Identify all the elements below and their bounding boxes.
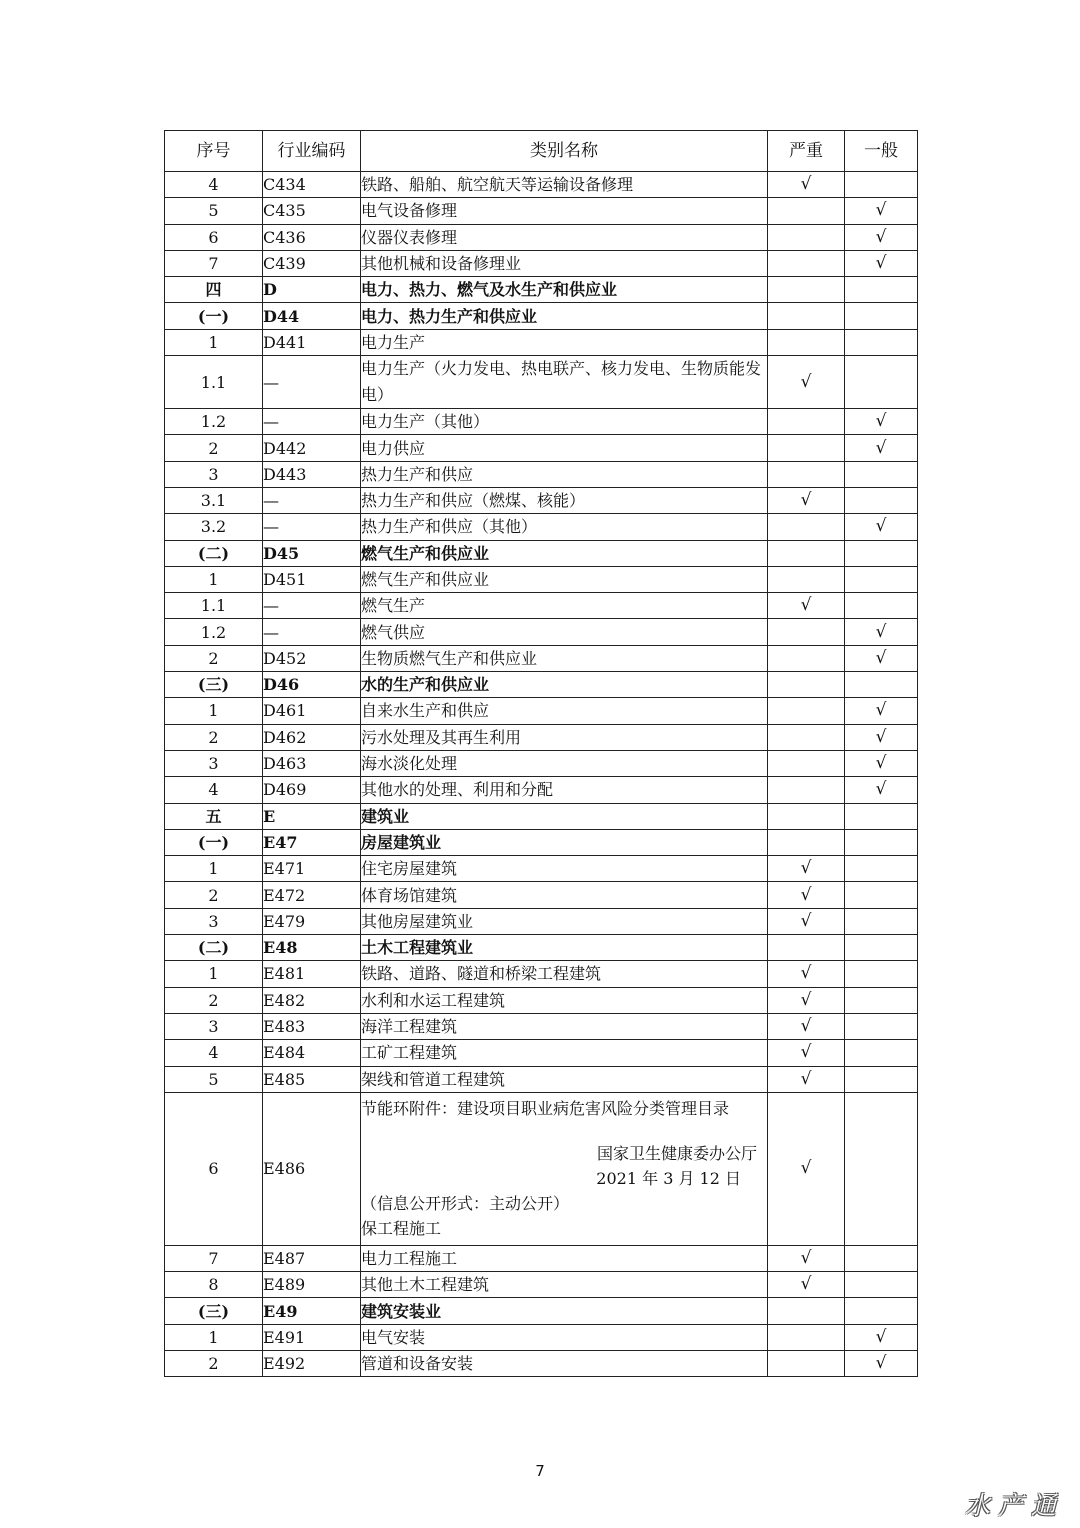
serious-check-mark: √: [768, 1272, 845, 1298]
row-name: 其他水的处理、利用和分配: [361, 777, 768, 803]
row-code: D469: [263, 777, 361, 803]
row-name-line: （信息公开形式：主动公开）: [361, 1194, 570, 1214]
row-seq: 5: [165, 1066, 263, 1092]
row-code: D441: [263, 329, 361, 355]
table-row: [165, 961, 918, 987]
row-code: D462: [263, 724, 361, 750]
serious-check-mark: [768, 435, 845, 461]
general-check-mark: [845, 935, 918, 961]
row-seq: 4: [165, 172, 263, 198]
row-name: 水的生产和供应业: [361, 672, 768, 698]
header-general: 一般: [845, 131, 918, 172]
table-row: [165, 856, 918, 882]
row-name: 热力生产和供应（燃煤、核能）: [361, 487, 768, 513]
table-row: [165, 1272, 918, 1298]
general-check-mark: [845, 803, 918, 829]
row-code: D452: [263, 645, 361, 671]
row-name: 电力供应: [361, 435, 768, 461]
row-seq: 3: [165, 1013, 263, 1039]
row-seq: 2: [165, 645, 263, 671]
row-name: 热力生产和供应: [361, 461, 768, 487]
row-name: 生物质燃气生产和供应业: [361, 645, 768, 671]
table-row: [165, 1092, 918, 1245]
row-code: E: [263, 803, 361, 829]
row-seq: 2: [165, 724, 263, 750]
row-seq: 五: [165, 803, 263, 829]
general-check-mark: √: [845, 198, 918, 224]
row-seq: (三): [165, 672, 263, 698]
general-check-mark: [845, 461, 918, 487]
serious-check-mark: [768, 1324, 845, 1350]
general-check-mark: [845, 329, 918, 355]
general-check-mark: √: [845, 224, 918, 250]
table-row: [165, 461, 918, 487]
row-name-line: 2021 年 3 月 12 日: [596, 1169, 741, 1189]
table-row: [165, 619, 918, 645]
general-check-mark: [845, 856, 918, 882]
general-check-mark: √: [845, 619, 918, 645]
general-check-mark: [845, 172, 918, 198]
table-row: [165, 487, 918, 513]
serious-check-mark: [768, 724, 845, 750]
row-code: —: [263, 619, 361, 645]
general-check-mark: [845, 829, 918, 855]
row-seq: (二): [165, 935, 263, 961]
row-seq: 1: [165, 698, 263, 724]
row-code: —: [263, 487, 361, 513]
row-seq: 4: [165, 777, 263, 803]
row-code: D: [263, 277, 361, 303]
general-check-mark: [845, 672, 918, 698]
table-row: [165, 829, 918, 855]
row-seq: 1.2: [165, 619, 263, 645]
serious-check-mark: [768, 645, 845, 671]
table-row: [165, 645, 918, 671]
serious-check-mark: [768, 1298, 845, 1324]
general-check-mark: √: [845, 1350, 918, 1376]
header-serious: 严重: [768, 131, 845, 172]
general-check-mark: √: [845, 645, 918, 671]
page-number: 7: [535, 1462, 545, 1480]
table-row: [165, 172, 918, 198]
row-seq: 1: [165, 856, 263, 882]
row-seq: 3.1: [165, 487, 263, 513]
row-code: —: [263, 514, 361, 540]
table-row: [165, 329, 918, 355]
serious-check-mark: √: [768, 593, 845, 619]
row-seq: 8: [165, 1272, 263, 1298]
table-row: [165, 777, 918, 803]
general-check-mark: [845, 882, 918, 908]
table-row: [165, 882, 918, 908]
table-row: [165, 1245, 918, 1271]
row-seq: (二): [165, 540, 263, 566]
row-name: 其他土木工程建筑: [361, 1272, 768, 1298]
row-seq: 1.1: [165, 356, 263, 409]
serious-check-mark: √: [768, 1013, 845, 1039]
row-code: E483: [263, 1013, 361, 1039]
table-row: [165, 908, 918, 934]
row-seq: 4: [165, 1040, 263, 1066]
serious-check-mark: [768, 329, 845, 355]
row-name: 体育场馆建筑: [361, 882, 768, 908]
row-name: 建筑安装业: [361, 1298, 768, 1324]
general-check-mark: [845, 593, 918, 619]
general-check-mark: [845, 987, 918, 1013]
row-seq: 7: [165, 250, 263, 276]
row-seq: 1: [165, 566, 263, 592]
row-name: 建筑业: [361, 803, 768, 829]
general-check-mark: [845, 540, 918, 566]
serious-check-mark: [768, 1350, 845, 1376]
row-seq: 7: [165, 1245, 263, 1271]
row-code: —: [263, 356, 361, 409]
table-row: [165, 935, 918, 961]
row-code: C436: [263, 224, 361, 250]
serious-check-mark: √: [768, 1040, 845, 1066]
table-row: [165, 303, 918, 329]
general-check-mark: [845, 277, 918, 303]
row-seq: 3: [165, 461, 263, 487]
general-check-mark: √: [845, 1324, 918, 1350]
general-check-mark: √: [845, 698, 918, 724]
row-code: E471: [263, 856, 361, 882]
row-name: 电力生产（火力发电、热电联产、核力发电、生物质能发电）: [361, 356, 768, 409]
row-name: 自来水生产和供应: [361, 698, 768, 724]
table-row: [165, 1013, 918, 1039]
serious-check-mark: √: [768, 961, 845, 987]
serious-check-mark: √: [768, 172, 845, 198]
row-seq: 6: [165, 224, 263, 250]
row-code: D46: [263, 672, 361, 698]
serious-check-mark: [768, 250, 845, 276]
table-row: [165, 277, 918, 303]
row-name: 燃气生产和供应业: [361, 566, 768, 592]
serious-check-mark: [768, 566, 845, 592]
row-code: D463: [263, 750, 361, 776]
row-name: 仪器仪表修理: [361, 224, 768, 250]
row-code: —: [263, 593, 361, 619]
row-code: D443: [263, 461, 361, 487]
row-code: D442: [263, 435, 361, 461]
serious-check-mark: [768, 803, 845, 829]
general-check-mark: √: [845, 435, 918, 461]
row-code: D45: [263, 540, 361, 566]
table-row: [165, 724, 918, 750]
serious-check-mark: [768, 829, 845, 855]
table-row: [165, 198, 918, 224]
table-row: [165, 750, 918, 776]
row-name-line: 保工程施工: [361, 1219, 442, 1239]
risk-catalog-table: [164, 130, 918, 1377]
serious-check-mark: [768, 750, 845, 776]
row-code: E49: [263, 1298, 361, 1324]
row-code: E486: [263, 1092, 361, 1245]
row-name: 电力、热力生产和供应业: [361, 303, 768, 329]
row-code: D461: [263, 698, 361, 724]
row-code: E491: [263, 1324, 361, 1350]
general-check-mark: √: [845, 724, 918, 750]
serious-check-mark: [768, 514, 845, 540]
row-name: [361, 1092, 768, 1245]
row-name: 燃气生产和供应业: [361, 540, 768, 566]
row-name: 管道和设备安装: [361, 1350, 768, 1376]
row-name: 工矿工程建筑: [361, 1040, 768, 1066]
serious-check-mark: √: [768, 987, 845, 1013]
table-row: [165, 356, 918, 409]
row-code: E487: [263, 1245, 361, 1271]
table-row: [165, 672, 918, 698]
row-code: —: [263, 409, 361, 435]
row-code: E472: [263, 882, 361, 908]
serious-check-mark: [768, 303, 845, 329]
general-check-mark: [845, 1298, 918, 1324]
serious-check-mark: [768, 224, 845, 250]
row-name: 海洋工程建筑: [361, 1013, 768, 1039]
row-seq: 2: [165, 882, 263, 908]
row-code: E489: [263, 1272, 361, 1298]
row-seq: 3: [165, 908, 263, 934]
serious-check-mark: [768, 935, 845, 961]
table-row: [165, 593, 918, 619]
table-body: [165, 172, 918, 1377]
serious-check-mark: [768, 672, 845, 698]
row-seq: 1.1: [165, 593, 263, 619]
general-check-mark: [845, 1013, 918, 1039]
table-row: [165, 514, 918, 540]
general-check-mark: [845, 1272, 918, 1298]
row-seq: 1: [165, 1324, 263, 1350]
row-name: 土木工程建筑业: [361, 935, 768, 961]
row-name: 热力生产和供应（其他）: [361, 514, 768, 540]
serious-check-mark: √: [768, 882, 845, 908]
general-check-mark: √: [845, 777, 918, 803]
serious-check-mark: [768, 777, 845, 803]
row-seq: 1: [165, 961, 263, 987]
serious-check-mark: [768, 619, 845, 645]
row-code: E479: [263, 908, 361, 934]
serious-check-mark: √: [768, 1066, 845, 1092]
row-name: 电力生产: [361, 329, 768, 355]
row-name: 污水处理及其再生利用: [361, 724, 768, 750]
general-check-mark: [845, 1066, 918, 1092]
row-name: 电力生产（其他）: [361, 409, 768, 435]
row-seq: 5: [165, 198, 263, 224]
row-name: 电力工程施工: [361, 1245, 768, 1271]
row-name: 电气设备修理: [361, 198, 768, 224]
serious-check-mark: √: [768, 1092, 845, 1245]
row-name: 房屋建筑业: [361, 829, 768, 855]
general-check-mark: [845, 356, 918, 409]
general-check-mark: [845, 961, 918, 987]
serious-check-mark: √: [768, 356, 845, 409]
table-header-row: [165, 131, 918, 172]
row-seq: (三): [165, 1298, 263, 1324]
row-name: 住宅房屋建筑: [361, 856, 768, 882]
row-name: 铁路、船舶、航空航天等运输设备修理: [361, 172, 768, 198]
serious-check-mark: [768, 698, 845, 724]
row-seq: 1: [165, 329, 263, 355]
general-check-mark: [845, 908, 918, 934]
row-seq: (一): [165, 303, 263, 329]
row-name: 铁路、道路、隧道和桥梁工程建筑: [361, 961, 768, 987]
serious-check-mark: [768, 198, 845, 224]
row-name: 电力、热力、燃气及水生产和供应业: [361, 277, 768, 303]
row-code: C434: [263, 172, 361, 198]
general-check-mark: √: [845, 250, 918, 276]
row-seq: 3.2: [165, 514, 263, 540]
row-code: E482: [263, 987, 361, 1013]
row-name: 水利和水运工程建筑: [361, 987, 768, 1013]
general-check-mark: [845, 303, 918, 329]
table-row: [165, 987, 918, 1013]
table-row: [165, 698, 918, 724]
table-row: [165, 1350, 918, 1376]
serious-check-mark: [768, 540, 845, 566]
serious-check-mark: √: [768, 908, 845, 934]
row-name: 其他机械和设备修理业: [361, 250, 768, 276]
row-code: D451: [263, 566, 361, 592]
row-name: 燃气供应: [361, 619, 768, 645]
general-check-mark: √: [845, 750, 918, 776]
watermark-logo: 水产通: [964, 1491, 1064, 1520]
row-seq: 2: [165, 435, 263, 461]
row-name-line: 国家卫生健康委办公厅: [596, 1144, 757, 1164]
table-row: [165, 1040, 918, 1066]
header-name: 类别名称: [361, 131, 768, 172]
row-code: E492: [263, 1350, 361, 1376]
table-row: [165, 540, 918, 566]
general-check-mark: √: [845, 514, 918, 540]
serious-check-mark: √: [768, 487, 845, 513]
row-seq: (一): [165, 829, 263, 855]
table-row: [165, 1298, 918, 1324]
table-row: [165, 435, 918, 461]
row-seq: 2: [165, 1350, 263, 1376]
table-row: [165, 1324, 918, 1350]
table-row: [165, 1066, 918, 1092]
general-check-mark: [845, 566, 918, 592]
table-row: [165, 803, 918, 829]
header-seq: 序号: [165, 131, 263, 172]
table-row: [165, 224, 918, 250]
row-code: E47: [263, 829, 361, 855]
row-name: 燃气生产: [361, 593, 768, 619]
row-name: 电气安装: [361, 1324, 768, 1350]
row-seq: 6: [165, 1092, 263, 1245]
row-name: 其他房屋建筑业: [361, 908, 768, 934]
row-code: E481: [263, 961, 361, 987]
row-code: E48: [263, 935, 361, 961]
serious-check-mark: √: [768, 856, 845, 882]
table-row: [165, 250, 918, 276]
serious-check-mark: [768, 409, 845, 435]
row-code: C435: [263, 198, 361, 224]
row-code: E484: [263, 1040, 361, 1066]
general-check-mark: [845, 487, 918, 513]
general-check-mark: [845, 1245, 918, 1271]
row-seq: 四: [165, 277, 263, 303]
serious-check-mark: [768, 277, 845, 303]
row-code: C439: [263, 250, 361, 276]
general-check-mark: [845, 1040, 918, 1066]
row-name: 海水淡化处理: [361, 750, 768, 776]
row-name: 架线和管道工程建筑: [361, 1066, 768, 1092]
row-seq: 3: [165, 750, 263, 776]
serious-check-mark: √: [768, 1245, 845, 1271]
general-check-mark: [845, 1092, 918, 1245]
row-code: D44: [263, 303, 361, 329]
row-name-line: 节能环附件：建设项目职业病危害风险分类管理目录: [361, 1099, 730, 1119]
row-seq: 2: [165, 987, 263, 1013]
table-row: [165, 566, 918, 592]
row-seq: 1.2: [165, 409, 263, 435]
serious-check-mark: [768, 461, 845, 487]
row-code: E485: [263, 1066, 361, 1092]
general-check-mark: √: [845, 409, 918, 435]
header-code: 行业编码: [263, 131, 361, 172]
table-row: [165, 409, 918, 435]
